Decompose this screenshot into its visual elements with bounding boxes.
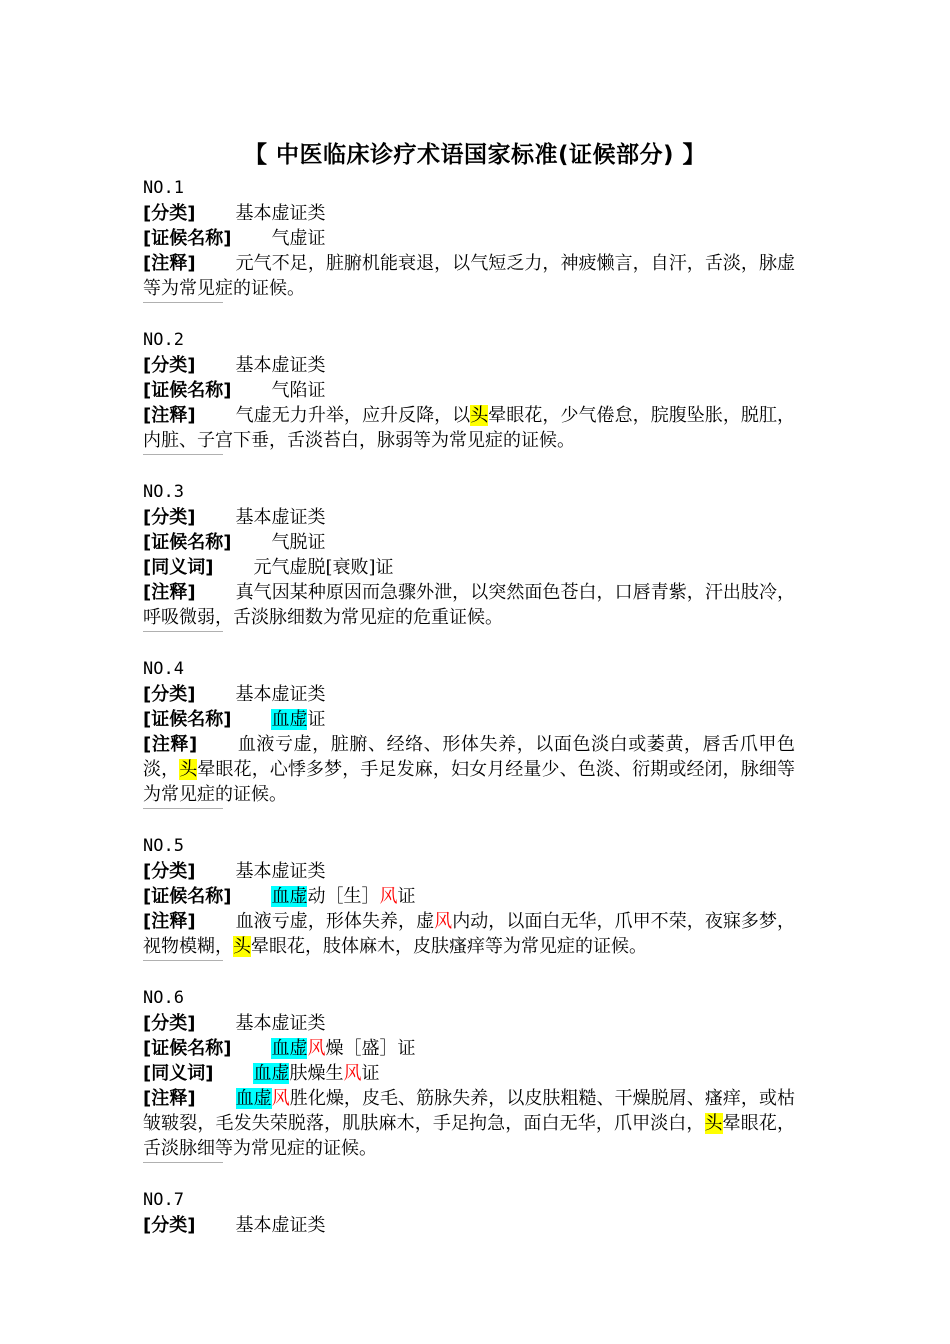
synonym-text: 证	[361, 1063, 380, 1084]
syndrome-name-row	[143, 707, 803, 732]
note-text: 晕眼花，舌淡脉细等为常见症的证候。	[143, 1113, 796, 1159]
category-label: [分类]	[143, 507, 196, 528]
entry-separator	[143, 631, 223, 632]
entry-separator	[143, 1162, 223, 1163]
category-label: [分类]	[143, 1215, 196, 1236]
entry	[143, 328, 803, 455]
entry-separator	[143, 302, 223, 303]
highlighted-term: 血虚	[271, 1038, 308, 1059]
note-text: 晕眼花，心悸多梦，手足发麻，妇女月经量少、色淡、衍期或经闭，脉细等为常见症的证候。	[143, 759, 796, 805]
category-value: 基本虚证类	[235, 355, 326, 376]
note-text: 血液亏虚，脏腑、经络、形体失养，以面色淡白或萎黄，唇舌爪甲色淡，	[143, 734, 796, 780]
category-value: 基本虚证类	[235, 203, 326, 224]
document-title: 【 中医临床诊疗术语国家标准(证候部分) 】	[243, 142, 707, 168]
note-label: [注释]	[143, 405, 196, 426]
synonym-label: [同义词]	[143, 557, 214, 578]
marked-term: 风	[343, 1063, 362, 1084]
note-label: [注释]	[143, 1088, 196, 1109]
entry-number: NO.4	[143, 659, 184, 679]
syndrome-name-label: [证候名称]	[143, 228, 232, 249]
note-row	[143, 251, 795, 301]
category-label: [分类]	[143, 203, 196, 224]
category-value: 基本虚证类	[235, 1215, 326, 1236]
synonym-row	[143, 555, 803, 580]
category-label: [分类]	[143, 861, 196, 882]
entry	[143, 1188, 803, 1238]
category-row	[143, 353, 803, 378]
syndrome-name-label: [证候名称]	[143, 1038, 232, 1059]
synonym-text: 肤燥生	[289, 1063, 344, 1084]
note-row	[143, 909, 795, 959]
category-row	[143, 859, 803, 884]
note-text: 气虚无力升举，应升反降，以	[235, 405, 471, 426]
entry-separator	[143, 808, 223, 809]
marked-term: 风	[307, 1038, 326, 1059]
category-row	[143, 505, 803, 530]
syndrome-name-row	[143, 378, 803, 403]
note-label: [注释]	[143, 911, 196, 932]
entry	[143, 480, 803, 632]
syndrome-name-row	[143, 884, 803, 909]
syndrome-name-text: 气陷证	[271, 380, 326, 401]
syndrome-name-label: [证候名称]	[143, 886, 232, 907]
note-row	[143, 580, 795, 630]
syndrome-name-label: [证候名称]	[143, 380, 232, 401]
highlighted-term: 头	[470, 405, 489, 426]
highlighted-term: 血虚	[271, 709, 308, 730]
highlighted-term: 血虚	[271, 886, 308, 907]
note-row	[143, 732, 795, 807]
syndrome-name-text: 燥［盛］证	[325, 1038, 416, 1059]
entry	[143, 834, 803, 961]
syndrome-name-row	[143, 1036, 803, 1061]
synonym-label: [同义词]	[143, 1063, 214, 1084]
syndrome-name-row	[143, 226, 803, 251]
syndrome-name-text: 证	[307, 709, 326, 730]
note-text: 元气不足，脏腑机能衰退，以气短乏力，神疲懒言，自汗，舌淡，脉虚等为常见症的证候。	[143, 253, 796, 299]
synonym-row	[143, 1061, 803, 1086]
marked-term: 风	[379, 886, 398, 907]
note-label: [注释]	[143, 253, 196, 274]
synonym-text: 元气虚脱[衰败]证	[253, 557, 394, 578]
entry	[143, 986, 803, 1163]
entry-number: NO.2	[143, 330, 184, 350]
syndrome-name-label: [证候名称]	[143, 532, 232, 553]
syndrome-name-label: [证候名称]	[143, 709, 232, 730]
note-text: 胜化燥，皮毛、筋脉失养，以皮肤粗糙、干燥脱屑、瘙痒，或枯皱皲裂，毛发失荣脱落，肌肤麻木，手足拘急，面白无华，爪甲淡白，	[143, 1088, 796, 1134]
category-label: [分类]	[143, 684, 196, 705]
note-row	[143, 403, 795, 453]
category-label: [分类]	[143, 1013, 196, 1034]
category-value: 基本虚证类	[235, 861, 326, 882]
note-text: 真气因某种原因而急骤外泄，以突然面色苍白，口唇青紫，汗出肢冷，呼吸微弱，舌淡脉细数为常见症的危重证候。	[143, 582, 796, 628]
entry-separator	[143, 454, 223, 455]
entry-number: NO.6	[143, 988, 184, 1008]
syndrome-name-text: 动［生］	[307, 886, 380, 907]
category-row	[143, 1213, 803, 1238]
syndrome-name-row	[143, 530, 803, 555]
highlighted-term: 头	[179, 759, 198, 780]
marked-term: 风	[434, 911, 453, 932]
category-value: 基本虚证类	[235, 1013, 326, 1034]
note-label: [注释]	[143, 582, 196, 603]
category-row	[143, 1011, 803, 1036]
highlighted-term: 头	[233, 936, 251, 957]
note-row	[143, 1086, 795, 1161]
highlighted-term: 血虚	[253, 1063, 290, 1084]
highlighted-term: 头	[704, 1113, 723, 1134]
syndrome-name-text: 气脱证	[271, 532, 326, 553]
note-text: 晕眼花，肢体麻木，皮肤瘙痒等为常见症的证候。	[251, 936, 647, 957]
marked-term: 风	[271, 1088, 290, 1109]
highlighted-term: 血虚	[235, 1088, 272, 1109]
category-value: 基本虚证类	[235, 507, 326, 528]
entry	[143, 176, 803, 303]
note-label: [注释]	[143, 734, 198, 755]
category-value: 基本虚证类	[235, 684, 326, 705]
note-text: 内动，以面白无华，爪甲不荣，夜寐多梦，视物模糊，	[143, 911, 796, 957]
syndrome-name-text: 证	[397, 886, 416, 907]
entry	[143, 657, 803, 809]
note-text: 晕眼花，少气倦怠，脘腹坠胀，脱肛，内脏、子宫下垂，舌淡苔白，脉弱等为常见症的证候。	[143, 405, 796, 451]
entry-list	[143, 176, 803, 1238]
entry-number: NO.3	[143, 482, 184, 502]
category-row	[143, 682, 803, 707]
entry-number: NO.5	[143, 836, 184, 856]
entry-number: NO.1	[143, 178, 184, 198]
syndrome-name-text: 气虚证	[271, 228, 326, 249]
category-label: [分类]	[143, 355, 196, 376]
note-text: 血液亏虚，形体失养，虚	[235, 911, 435, 932]
category-row	[143, 201, 803, 226]
entry-separator	[143, 960, 223, 961]
entry-number: NO.7	[143, 1190, 184, 1210]
